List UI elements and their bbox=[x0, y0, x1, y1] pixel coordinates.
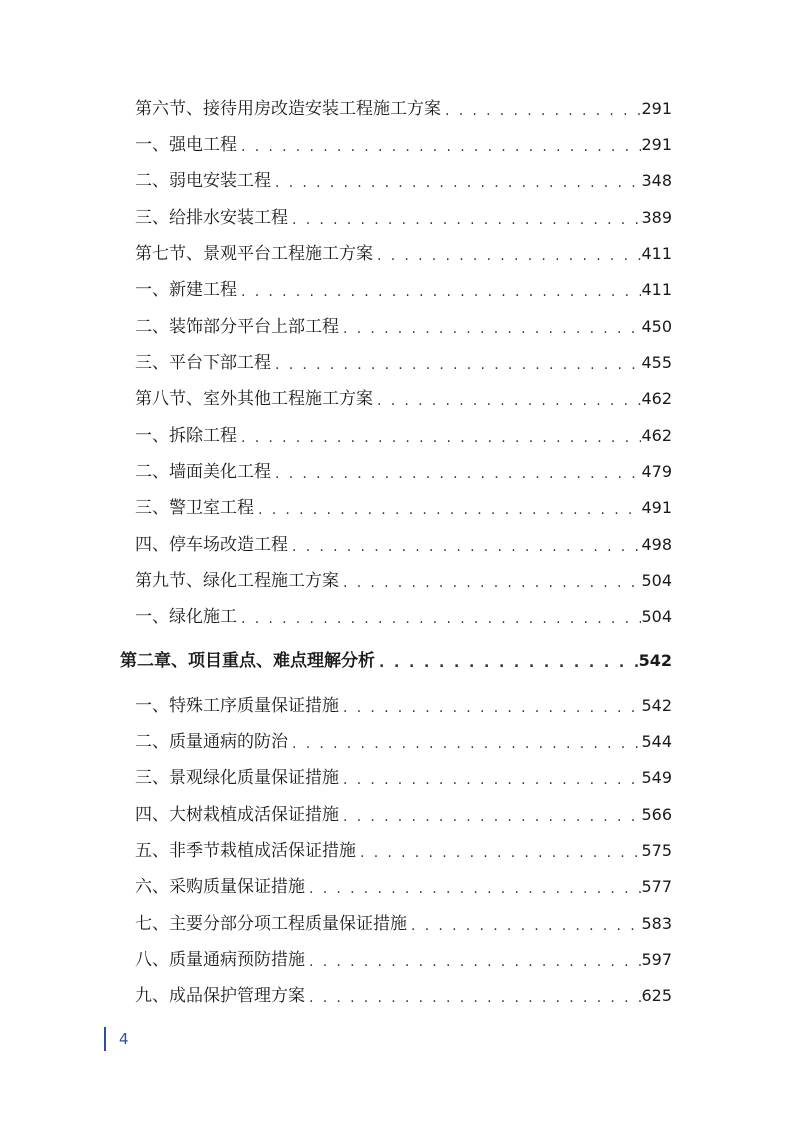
toc-entry-page: 479 bbox=[641, 462, 672, 481]
page-number: 4 bbox=[119, 1030, 129, 1048]
toc-entry-title: 五、非季节栽植成活保证措施 bbox=[135, 841, 356, 861]
toc-entry[interactable] bbox=[135, 278, 672, 302]
toc-chapter-entry[interactable] bbox=[120, 649, 672, 673]
toc-entry-page: 411 bbox=[641, 280, 672, 299]
toc-leader-dots bbox=[375, 653, 639, 673]
toc-chapter-title: 第二章、项目重点、难点理解分析 bbox=[120, 651, 375, 671]
toc-entry-title: 一、绿化施工 bbox=[135, 607, 237, 627]
toc-entry-page: 498 bbox=[641, 535, 672, 554]
toc-leader-dots bbox=[441, 101, 641, 121]
toc-entry-title: 一、拆除工程 bbox=[135, 426, 237, 446]
toc-entry-title: 第六节、接待用房改造安装工程施工方案 bbox=[135, 99, 441, 119]
toc-entry-page: 566 bbox=[641, 805, 672, 824]
toc-entry-title: 三、给排水安装工程 bbox=[135, 208, 288, 228]
toc-entry[interactable] bbox=[135, 730, 672, 754]
toc-entry-page: 491 bbox=[641, 498, 672, 517]
toc-entry[interactable] bbox=[135, 803, 672, 827]
toc-entry[interactable] bbox=[135, 839, 672, 863]
footer-accent-bar bbox=[104, 1027, 106, 1051]
toc-entry-title: 三、警卫室工程 bbox=[135, 498, 254, 518]
toc-leader-dots bbox=[407, 916, 641, 936]
toc-entry[interactable] bbox=[135, 315, 672, 339]
toc-entry[interactable] bbox=[135, 569, 672, 593]
toc-entry[interactable] bbox=[135, 694, 672, 718]
toc-entry-page: 348 bbox=[641, 171, 672, 190]
toc-entry-title: 七、主要分部分项工程质量保证措施 bbox=[135, 914, 407, 934]
toc-entry-title: 第九节、绿化工程施工方案 bbox=[135, 571, 339, 591]
toc-entry-page: 504 bbox=[641, 607, 672, 626]
toc-leader-dots bbox=[339, 319, 641, 339]
toc-entry-page: 450 bbox=[641, 317, 672, 336]
toc-entry-title: 八、质量通病预防措施 bbox=[135, 950, 305, 970]
toc-entry-title: 六、采购质量保证措施 bbox=[135, 877, 305, 897]
toc-entry[interactable] bbox=[135, 948, 672, 972]
toc-entry-page: 291 bbox=[641, 135, 672, 154]
toc-entry-title: 四、大树栽植成活保证措施 bbox=[135, 805, 339, 825]
toc-entry-title: 九、成品保护管理方案 bbox=[135, 986, 305, 1006]
toc-entry[interactable] bbox=[135, 169, 672, 193]
toc-leader-dots bbox=[271, 464, 641, 484]
toc-entry-page: 597 bbox=[641, 950, 672, 969]
toc-entry-page: 389 bbox=[641, 208, 672, 227]
toc-leader-dots bbox=[305, 988, 641, 1008]
toc-entry-page: 462 bbox=[641, 389, 672, 408]
toc-entry-page: 577 bbox=[641, 877, 672, 896]
toc-leader-dots bbox=[237, 282, 641, 302]
toc-leader-dots bbox=[237, 428, 641, 448]
toc-entry-page: 583 bbox=[641, 914, 672, 933]
toc-leader-dots bbox=[339, 573, 641, 593]
toc-chapter-page: 542 bbox=[638, 651, 672, 670]
toc-entry-title: 二、弱电安装工程 bbox=[135, 171, 271, 191]
toc-leader-dots bbox=[271, 173, 641, 193]
toc-entry-title: 二、装饰部分平台上部工程 bbox=[135, 317, 339, 337]
toc-leader-dots bbox=[254, 500, 641, 520]
toc-entry-page: 544 bbox=[641, 732, 672, 751]
toc-entry[interactable] bbox=[135, 912, 672, 936]
toc-entry[interactable] bbox=[135, 206, 672, 230]
toc-leader-dots bbox=[288, 734, 641, 754]
toc-leader-dots bbox=[339, 807, 641, 827]
toc-leader-dots bbox=[237, 609, 641, 629]
toc-leader-dots bbox=[356, 843, 641, 863]
toc-entry-page: 575 bbox=[641, 841, 672, 860]
toc-entry[interactable] bbox=[135, 496, 672, 520]
toc-leader-dots bbox=[305, 952, 641, 972]
toc-entry-title: 二、质量通病的防治 bbox=[135, 732, 288, 752]
toc-entry[interactable] bbox=[135, 460, 672, 484]
toc-entry-title: 一、强电工程 bbox=[135, 135, 237, 155]
toc-leader-dots bbox=[373, 246, 641, 266]
toc-leader-dots bbox=[237, 137, 641, 157]
toc-entry-title: 四、停车场改造工程 bbox=[135, 535, 288, 555]
toc-entry-title: 一、特殊工序质量保证措施 bbox=[135, 696, 339, 716]
toc-entry-page: 411 bbox=[641, 244, 672, 263]
toc-entry-page: 455 bbox=[641, 353, 672, 372]
toc-entry[interactable] bbox=[135, 424, 672, 448]
toc-entry-page: 462 bbox=[641, 426, 672, 445]
toc-entry[interactable] bbox=[135, 97, 672, 121]
toc-leader-dots bbox=[271, 355, 641, 375]
toc-leader-dots bbox=[339, 698, 641, 718]
toc-entry[interactable] bbox=[135, 133, 672, 157]
toc-entry-title: 三、平台下部工程 bbox=[135, 353, 271, 373]
toc-entry[interactable] bbox=[135, 242, 672, 266]
toc-entry-page: 542 bbox=[641, 696, 672, 715]
toc-entry-page: 549 bbox=[641, 768, 672, 787]
toc-entry-page: 625 bbox=[641, 986, 672, 1005]
toc-leader-dots bbox=[373, 391, 641, 411]
toc-entry[interactable] bbox=[135, 875, 672, 899]
toc-leader-dots bbox=[288, 537, 641, 557]
toc-entry[interactable] bbox=[135, 984, 672, 1008]
toc-entry-title: 一、新建工程 bbox=[135, 280, 237, 300]
toc-entry[interactable] bbox=[135, 533, 672, 557]
toc-entry-title: 二、墙面美化工程 bbox=[135, 462, 271, 482]
toc-entry[interactable] bbox=[135, 387, 672, 411]
toc-entry-title: 三、景观绿化质量保证措施 bbox=[135, 768, 339, 788]
toc-entry[interactable] bbox=[135, 605, 672, 629]
toc-leader-dots bbox=[305, 879, 641, 899]
toc-entry-title: 第八节、室外其他工程施工方案 bbox=[135, 389, 373, 409]
toc-entry-title: 第七节、景观平台工程施工方案 bbox=[135, 244, 373, 264]
toc-leader-dots bbox=[288, 210, 641, 230]
toc-entry[interactable] bbox=[135, 351, 672, 375]
toc-leader-dots bbox=[339, 770, 641, 790]
toc-entry[interactable] bbox=[135, 766, 672, 790]
toc-entry-page: 291 bbox=[641, 99, 672, 118]
toc-entry-page: 504 bbox=[641, 571, 672, 590]
